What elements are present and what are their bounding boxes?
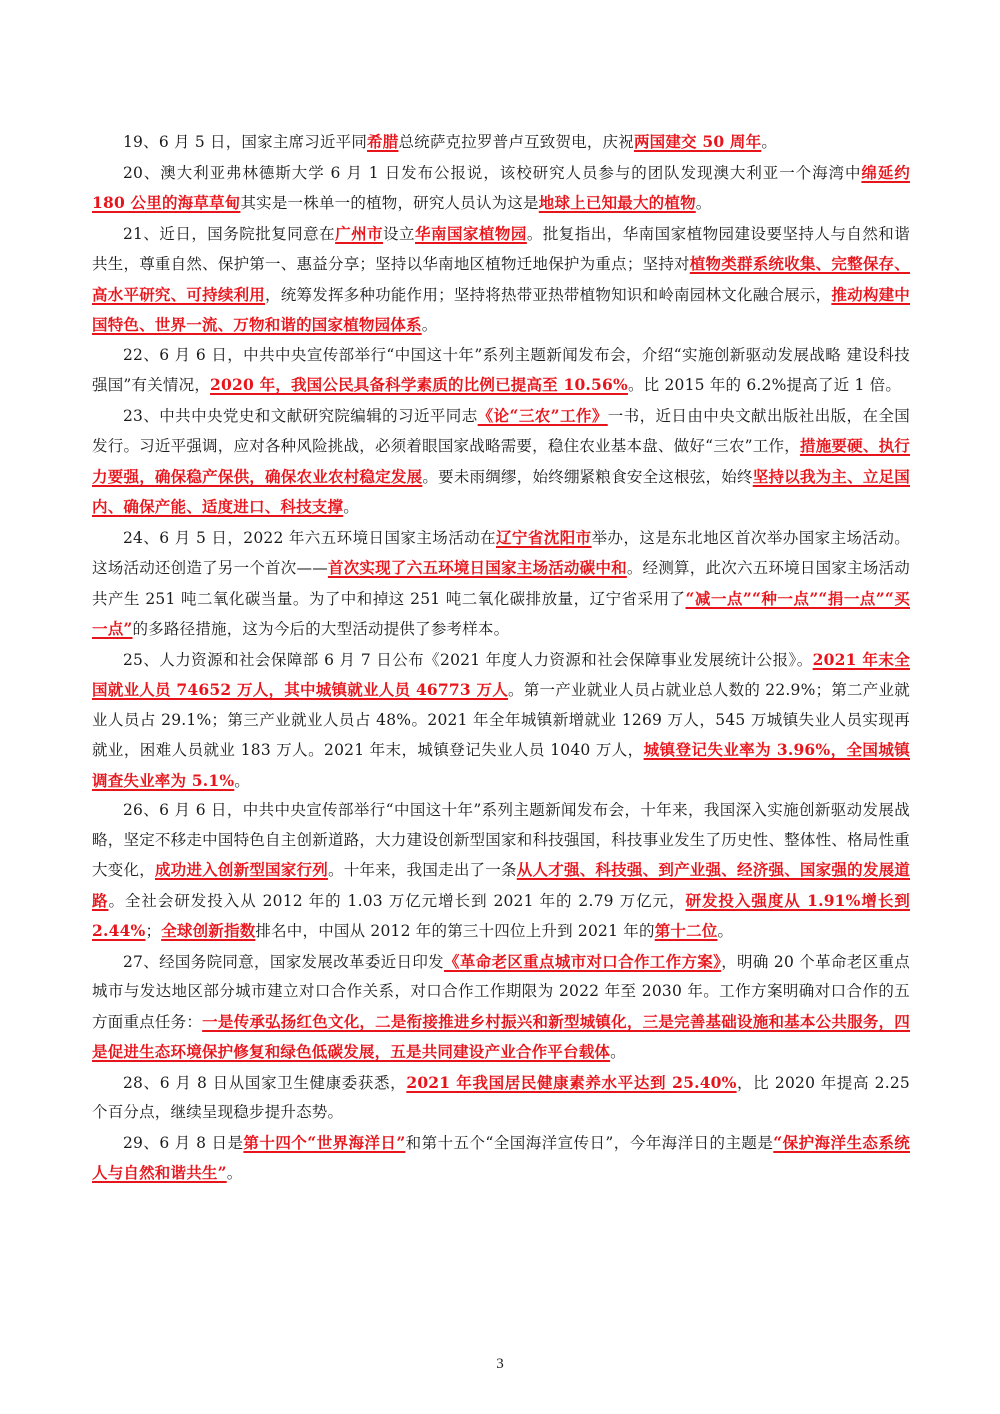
body-text: 。 xyxy=(421,316,438,334)
body-text: ，比 2020 年提高 2.25 个百分点，继续呈现稳步提升态势。 xyxy=(92,1073,910,1121)
news-item-paragraph xyxy=(92,158,910,219)
body-text: 。经测算，此次六五环境日国家主场活动共产生 251 吨二氧化碳当量。为了中和掉这 251 吨二氧化碳排放量，辽宁省采用了 xyxy=(92,559,910,608)
highlighted-keyphrase: 措施要硬、执行力要强，确保稳产保供，确保农业农村稳定发展 xyxy=(92,436,910,486)
body-text: 。批复指出，华南国家植物园建设要坚持人与自然和谐共生，尊重自然、保护第一、惠益分享；坚持以华南地区植物迁地保护为重点；坚持对 xyxy=(92,224,910,273)
body-text: 。全社会研发投入从 2012 年的 1.03 万亿元增长到 2021 年的 2.79 万亿元， xyxy=(108,891,686,910)
body-text: 23、中共中央党史和文献研究院编辑的习近平同志 xyxy=(123,406,478,425)
highlighted-keyphrase: 植物类群系统收集、完整保存、高水平研究、可持续利用 xyxy=(92,254,910,304)
news-item-paragraph xyxy=(92,341,910,401)
body-text: ，统筹发挥多种功能作用；坚持将热带亚热带植物知识和岭南园林文化融合展示， xyxy=(265,285,832,304)
highlighted-keyphrase: 一是传承弘扬红色文化，二是衔接推进乡村振兴和新型城镇化，三是完善基础设施和基本公共服务，四是促进生态环境保护修复和绿色低碳发展，五是共同建设产业合作平台载体 xyxy=(92,1011,910,1061)
highlighted-keyphrase: 地球上已知最大的植物 xyxy=(538,193,696,212)
highlighted-keyphrase: 《论“三农”工作》 xyxy=(477,405,608,425)
body-text: 。 xyxy=(226,1164,243,1182)
body-text: 。十年来，我国走出了一条 xyxy=(327,861,517,879)
body-text: 的多路径措施，这为今后的大型活动提供了参考样本。 xyxy=(132,620,510,638)
highlighted-keyphrase: 第十二位 xyxy=(654,921,718,940)
highlighted-keyphrase: 成功进入创新型国家行列 xyxy=(154,860,328,879)
body-text: 25、人力资源和社会保障部 6 月 7 日公布《2021 年度人力资源和社会保障事业发展统计公报》。 xyxy=(123,650,813,669)
news-item-paragraph xyxy=(92,947,910,1068)
news-item-paragraph xyxy=(92,127,910,158)
news-item-paragraph xyxy=(92,796,910,947)
highlighted-keyphrase: 希腊 xyxy=(367,132,399,151)
highlighted-keyphrase: “减一点”“种一点”“捐一点”“买一点” xyxy=(92,588,910,638)
highlighted-keyphrase: 研发投入强度从 1.91%增长到 2.44% xyxy=(92,890,910,940)
body-text: 21、近日，国务院批复同意在 xyxy=(123,224,336,243)
body-text: 26、6 月 6 日，中共中央宣传部举行“中国这十年”系列主题新闻发布会，十年来，我国深入实施创新驱动发展战略，坚定不移走中国特色自主创新道路，大力建设创新型国家和科技强国，科技事业发生了历史性、整体性、格局性重大变化， xyxy=(92,801,910,879)
body-text: 27、经国务院同意，国家发展改革委近日印发 xyxy=(123,952,445,971)
news-item-paragraph xyxy=(92,1068,910,1128)
highlighted-keyphrase: 辽宁省沈阳市 xyxy=(496,527,592,547)
body-text: 其实是一株单一的植物，研究人员认为这是 xyxy=(240,194,539,212)
body-text: 一书，近日由中央文献出版社出版，在全国发行。习近平强调，应对各种风险挑战，必须着眼国家战略需要，稳住农业基本盘、做好“三农”工作， xyxy=(92,406,910,455)
body-text: ，明确 20 个革命老区重点城市与发达地区部分城市建立对口合作关系，对口合作工作期限为 2022 年至 2030 年。工作方案明确对口合作的五方面重点任务： xyxy=(92,952,910,1031)
highlighted-keyphrase: 广州市 xyxy=(335,223,384,243)
highlighted-keyphrase: 全球创新指数 xyxy=(161,921,256,940)
highlighted-keyphrase: 从人才强、科技强、到产业强、经济强、国家强的发展道路 xyxy=(92,860,911,910)
news-item-paragraph xyxy=(92,645,910,797)
body-text: 。要未雨绸缪，始终绷紧粮食安全这根弦，始终 xyxy=(422,467,753,486)
highlighted-keyphrase: 第十四个“世界海洋日” xyxy=(243,1132,406,1152)
highlighted-keyphrase: 两国建交 50 周年 xyxy=(633,132,762,151)
body-text: 。 xyxy=(761,133,778,151)
body-text: 排名中，中国从 2012 年的第三十四位上升到 2021 年的 xyxy=(255,922,655,940)
highlighted-keyphrase: 2021 年末全国就业人员 74652 万人，其中城镇就业人员 46773 万人 xyxy=(92,649,910,699)
highlighted-keyphrase: 2021 年我国居民健康素养水平达到 25.40% xyxy=(406,1072,737,1092)
news-item-paragraph xyxy=(92,219,910,341)
highlighted-keyphrase: 首次实现了六五环境日国家主场活动碳中和 xyxy=(327,558,627,577)
body-text: 。比 2015 年的 6.2%提高了近 1 倍。 xyxy=(627,376,902,394)
body-text: ； xyxy=(145,922,162,940)
body-text: 20、澳大利亚弗林德斯大学 6 月 1 日发布公报说，该校研究人员参与的团队发现澳大利亚一个海湾中 xyxy=(123,163,862,182)
body-text: 24、6 月 5 日，2022 年六五环境日国家主场活动在 xyxy=(123,528,496,547)
body-text: 举办，这是东北地区首次举办国家主场活动。这场活动还创造了另一个首次—— xyxy=(92,528,910,577)
body-text: 22、6 月 6 日，中共中央宣传部举行“中国这十年”系列主题新闻发布会，介绍“实施创新驱动发展战略 建设科技强国”有关情况， xyxy=(92,345,910,394)
body-text: 。第一产业就业人员占就业总人数的 22.9%；第二产业就业人员占 29.1%；第三产业就业人员占 48%。2021 年全年城镇新增就业 1269 万人，545 万城镇失业人员实现再就业，困难人员就业 183 万人。2021 年末，城镇登记失业人员 1040 万人， xyxy=(92,681,910,759)
highlighted-keyphrase: 绵延约 180 公里的海草草甸 xyxy=(92,162,910,212)
body-text: 28、6 月 8 日从国家卫生健康委获悉， xyxy=(123,1073,407,1092)
document-body xyxy=(92,127,910,1189)
body-text: 。 xyxy=(234,771,250,790)
highlighted-keyphrase: 坚持以我为主、立足国内、确保产能、适度进口、科技支撑 xyxy=(92,466,910,516)
highlighted-keyphrase: 推动构建中国特色、世界一流、万物和谐的国家植物园体系 xyxy=(92,284,910,334)
news-item-paragraph xyxy=(92,1128,910,1189)
body-text: 和第十五个“全国海洋宣传日”，今年海洋日的主题是 xyxy=(405,1133,774,1152)
highlighted-keyphrase: “保护海洋生态系统 人与自然和谐共生” xyxy=(92,1132,910,1182)
body-text: 总统萨克拉罗普卢互致贺电，庆祝 xyxy=(398,133,634,151)
highlighted-keyphrase: 《革命老区重点城市对口合作工作方案》 xyxy=(444,951,722,971)
news-item-paragraph xyxy=(92,523,910,645)
body-text: 设立 xyxy=(383,224,415,243)
body-text: 。 xyxy=(610,1043,626,1061)
body-text: 19、6 月 5 日，国家主席习近平同 xyxy=(123,133,368,151)
body-text: 29、6 月 8 日是 xyxy=(123,1133,244,1152)
highlighted-keyphrase: 城镇登记失业率为 3.96%，全国城镇调查失业率为 5.1% xyxy=(92,740,910,790)
news-item-paragraph xyxy=(92,401,910,523)
page-number: 3 xyxy=(496,1356,504,1372)
body-text: 。 xyxy=(717,922,734,940)
highlighted-keyphrase: 2020 年，我国公民具备科学素质的比例已提高至 10.56% xyxy=(210,375,628,394)
highlighted-keyphrase: 华南国家植物园 xyxy=(415,223,527,243)
body-text: 。 xyxy=(343,498,359,516)
body-text: 。 xyxy=(695,194,712,212)
